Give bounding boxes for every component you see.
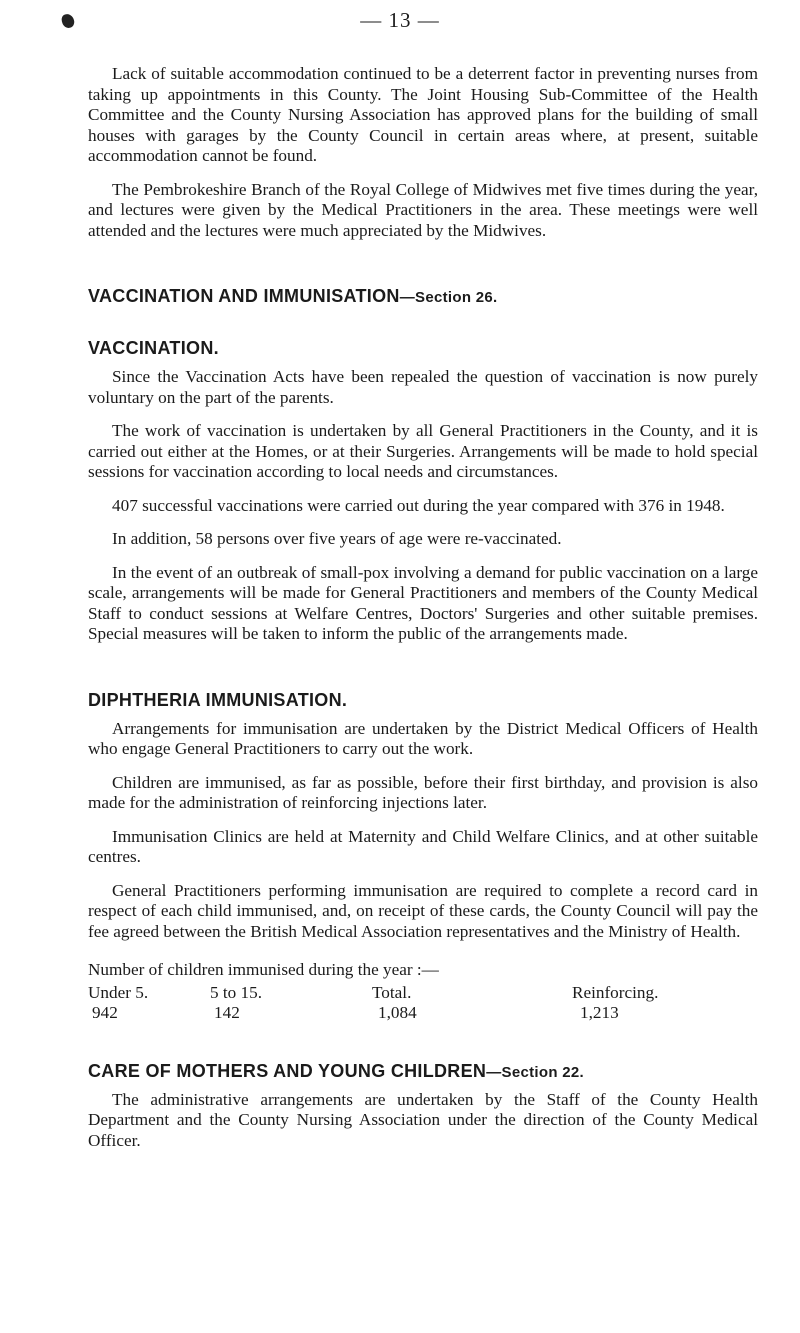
- table-cell: 1,213: [580, 1003, 619, 1022]
- page-content: [88, 64, 758, 1151]
- paragraph-diphtheria-records: General Practitioners performing immunisation are required to complete a record card in respect of each child immunised, and, on receipt of these cards, the County Council will pay the fee agreed between the British Medical Association representatives and the Ministry of Health.: [88, 880, 758, 941]
- table-cell: 1,084: [378, 1003, 417, 1022]
- table-header: Reinforcing.: [572, 982, 659, 1002]
- paragraph-accommodation: Lack of suitable accommodation continued to be a deterrent factor in preventing nurses from taking up appointments in this County. The Joint Housing Sub-Committee of the Health Committee and the County Nursing Association has approved plans for the building of small houses with garages by the County Council in certain areas where, at present, suitable accommodation cannot be found.: [88, 64, 758, 165]
- paragraph-midwives: The Pembrokeshire Branch of the Royal College of Midwives met five times during the year, and lectures were given by the Medical Practitioners in the area. These meetings were well attended and the lectures were much appreciated by the Midwives.: [88, 179, 758, 240]
- section-heading-vaccination-immunisation: [88, 285, 758, 309]
- paragraph-vaccination-count: 407 successful vaccinations were carried out during the year compared with 376 in 1948.: [112, 495, 725, 515]
- table-header: Under 5.: [88, 982, 149, 1002]
- immunisation-table: [88, 983, 758, 1024]
- paragraph-smallpox: In the event of an outbreak of small-pox involving a demand for public vaccination on a large scale, arrangements will be made for General Practitioners and members of the County Medical Staff to conduct sessions at Welfare Centres, Doctors' Surgeries and other suitable premises. Special measures will be taken to inform the public of the arrangements made.: [88, 562, 758, 643]
- table-column: [210, 983, 372, 1024]
- section-ref: —Section 22.: [486, 1063, 585, 1081]
- paragraph-diphtheria-children: Children are immunised, as far as possible, before their first birthday, and provision is also made for the administration of reinforcing injections later.: [88, 772, 758, 812]
- table-cell: 142: [214, 1003, 240, 1022]
- page-number: — 13 —: [360, 8, 440, 32]
- paragraph-vaccination-voluntary: Since the Vaccination Acts have been repealed the question of vaccination is now purely voluntary on the part of the parents.: [88, 367, 758, 407]
- paragraph-mothers-admin: The administrative arrangements are undertaken by the Staff of the County Health Department and the County Nursing Association under the direction of the County Medical Officer.: [88, 1089, 758, 1150]
- section-title: VACCINATION AND IMMUNISATION: [88, 286, 400, 306]
- section-title: CARE OF MOTHERS AND YOUNG CHILDREN: [88, 1060, 487, 1081]
- section-heading-mothers-children: [88, 1060, 758, 1084]
- table-cell: 942: [92, 1003, 118, 1022]
- table-header: 5 to 15.: [210, 982, 263, 1002]
- subheading-vaccination: VACCINATION.: [88, 338, 219, 358]
- table-header: Total.: [372, 982, 412, 1002]
- immunisation-table-caption: Number of children immunised during the year :—: [88, 960, 439, 979]
- paragraph-diphtheria-arrangements: Arrangements for immunisation are undertaken by the District Medical Officers of Health who engage General Practitioners to carry out the work.: [88, 718, 758, 758]
- table-column: [372, 983, 572, 1024]
- section-ref: —Section 26.: [399, 289, 498, 306]
- table-column: [572, 983, 732, 1024]
- paragraph-diphtheria-clinics: Immunisation Clinics are held at Maternity and Child Welfare Clinics, and at other suitable centres.: [88, 826, 758, 866]
- table-column: [88, 983, 210, 1024]
- paragraph-vaccination-work: The work of vaccination is undertaken by all General Practitioners in the County, and it is carried out either at the Homes, or at their Surgeries. Arrangements will be made to hold special sessions for vaccination according to local needs and circumstances.: [88, 421, 758, 481]
- subheading-diphtheria: DIPHTHERIA IMMUNISATION.: [88, 689, 348, 710]
- paragraph-revaccinated: In addition, 58 persons over five years of age were re-vaccinated.: [112, 529, 562, 548]
